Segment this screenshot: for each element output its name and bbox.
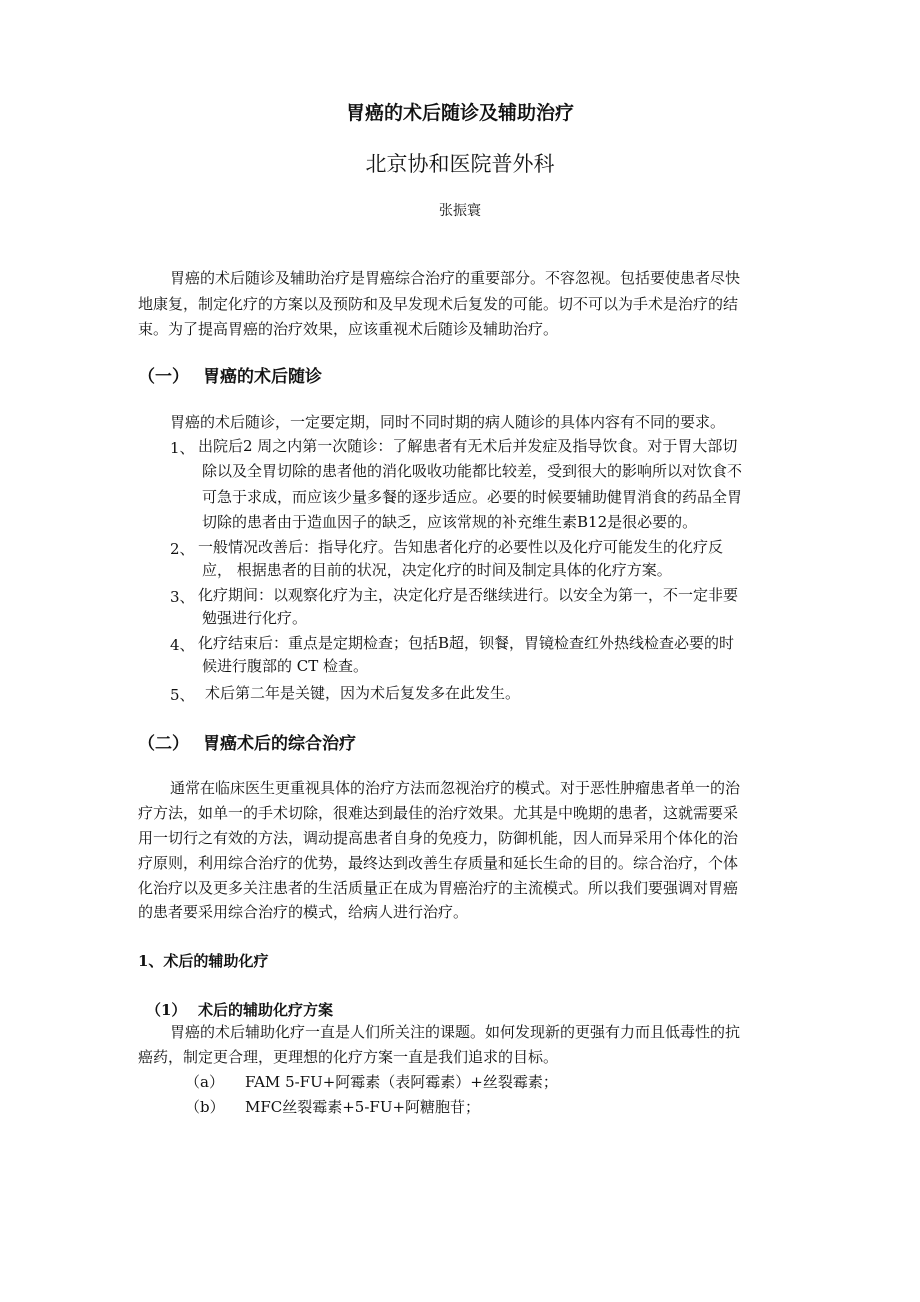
regimen-text: FAM 5-FU+阿霉素（表阿霉素）+丝裂霉素； bbox=[245, 1073, 558, 1091]
list-item-line: 勉强进行化疗。 bbox=[202, 609, 308, 627]
paragraph-line: 疗原则，利用综合治疗的优势，最终达到改善生存质量和延长生命的目的。综合治疗，个体 bbox=[138, 854, 739, 872]
organization: 北京协和医院普外科 bbox=[365, 152, 555, 176]
regimen-label: （b） bbox=[185, 1098, 225, 1116]
list-item-line: 一般情况改善后：指导化疗。告知患者化疗的必要性以及化疗可能发生的化疗反 bbox=[198, 538, 724, 556]
list-item-number: 1、 bbox=[170, 439, 195, 457]
sub-subsection-number: （1） bbox=[146, 1001, 187, 1019]
list-item-line: 出院后2 周之内第一次随诊：了解患者有无术后并发症及指导饮食。对于胃大部切 bbox=[198, 437, 738, 455]
paragraph-line: 的患者要采用综合治疗的模式，给病人进行治疗。 bbox=[138, 903, 469, 921]
regimen-text: MFC丝裂霉素+5-FU+阿糖胞苷； bbox=[245, 1098, 481, 1116]
list-item-line: 切除的患者由于造血因子的缺乏，应该常规的补充维生素B12是很必要的。 bbox=[202, 513, 698, 531]
intro-line: 胃癌的术后随诊及辅助治疗是胃癌综合治疗的重要部分。不容忽视。包括要使患者尽快 bbox=[170, 269, 741, 287]
paragraph-line: 疗方法，如单一的手术切除，很难达到最佳的治疗效果。尤其是中晚期的患者，这就需要采 bbox=[138, 804, 739, 822]
paragraph-line: 化治疗以及更多关注患者的生活质量正在成为胃癌治疗的主流模式。所以我们要强调对胃癌 bbox=[138, 879, 739, 897]
paragraph-line: 通常在临床医生更重视具体的治疗方法而忽视治疗的模式。对于恶性肿瘤患者单一的治 bbox=[170, 779, 741, 797]
section1-heading: 胃癌的术后随诊 bbox=[203, 367, 322, 387]
list-item-line: 除以及全胃切除的患者他的消化吸收功能都比较差，受到很大的影响所以对饮食不 bbox=[202, 462, 743, 480]
subsection-heading: 1、术后的辅助化疗 bbox=[138, 952, 269, 970]
regimen-label: （a） bbox=[185, 1073, 224, 1091]
list-item-line: 化疗期间：以观察化疗为主，决定化疗是否继续进行。以安全为第一，不一定非要 bbox=[198, 586, 739, 604]
list-item-number: 5、 bbox=[170, 686, 195, 704]
list-item-number: 3、 bbox=[170, 588, 195, 606]
section1-number: （一） bbox=[138, 367, 189, 387]
list-item-number: 4、 bbox=[170, 636, 195, 654]
sub-subsection-heading: 术后的辅助化疗方案 bbox=[198, 1001, 334, 1019]
paragraph-line: 胃癌的术后辅助化疗一直是人们所关注的课题。如何发现新的更强有力而且低毒性的抗 bbox=[170, 1023, 741, 1041]
section2-heading: 胃癌术后的综合治疗 bbox=[203, 734, 356, 754]
list-item-line: 候进行腹部的 CT 检查。 bbox=[202, 657, 369, 675]
intro-line: 地康复，制定化疗的方案以及预防和及早发现术后复发的可能。切不可以为手术是治疗的结 bbox=[138, 295, 739, 313]
list-item-line: 术后第二年是关键，因为术后复发多在此发生。 bbox=[205, 684, 521, 702]
intro-line: 束。为了提高胃癌的治疗效果，应该重视术后随诊及辅助治疗。 bbox=[138, 320, 559, 338]
list-item-line: 化疗结束后：重点是定期检查；包括B超，钡餐，胃镜检查红外热线检查必要的时 bbox=[198, 634, 735, 652]
list-item-line: 应， 根据患者的目前的状况，决定化疗的时间及制定具体的化疗方案。 bbox=[202, 561, 672, 579]
section1-lead: 胃癌的术后随诊，一定要定期，同时不同时期的病人随诊的具体内容有不同的要求。 bbox=[170, 413, 726, 431]
list-item-number: 2、 bbox=[170, 540, 195, 558]
paragraph-line: 癌药，制定更合理，更理想的化疗方案一直是我们追求的目标。 bbox=[138, 1048, 559, 1066]
paragraph-line: 用一切行之有效的方法，调动提高患者自身的免疫力，防御机能，因人而异采用个体化的治 bbox=[138, 829, 739, 847]
section2-number: （二） bbox=[138, 734, 189, 754]
document-title: 胃癌的术后随诊及辅助治疗 bbox=[345, 102, 574, 124]
list-item-line: 可急于求成，而应该少量多餐的逐步适应。必要的时候要辅助健胃消食的药品全胃 bbox=[202, 488, 743, 506]
author: 张振寰 bbox=[439, 203, 481, 219]
